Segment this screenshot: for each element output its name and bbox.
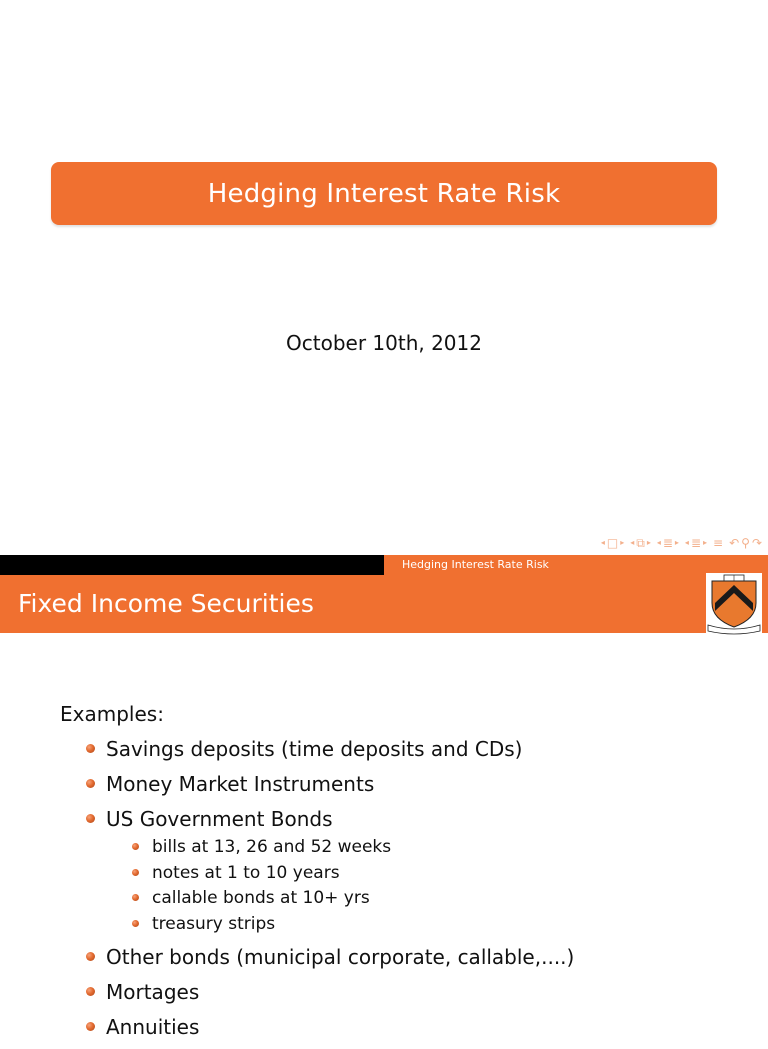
nav-section-group[interactable]	[657, 537, 679, 549]
sub-list-item-text: notes at 1 to 10 years	[152, 862, 340, 883]
nav-section-icon[interactable]: ≣	[662, 536, 673, 550]
nav-subsection-next-icon[interactable]: ▸	[703, 538, 708, 547]
nav-subsection-group[interactable]	[685, 537, 707, 549]
nav-frame-prev-icon[interactable]: ◂	[600, 538, 605, 547]
bullet-icon	[132, 843, 139, 850]
list-item	[84, 944, 744, 970]
headline-short-title: Hedging Interest Rate Risk	[384, 555, 768, 575]
nav-slide-next-icon[interactable]: ▸	[646, 538, 651, 547]
nav-section-next-icon[interactable]: ▸	[674, 538, 679, 547]
presentation-date: October 10th, 2012	[286, 331, 482, 355]
list-item-text: Annuities	[106, 1014, 200, 1039]
list-item	[84, 979, 744, 1005]
headline-strip	[0, 555, 768, 575]
nav-frame-icon[interactable]: □	[606, 536, 619, 550]
bullet-icon	[132, 869, 139, 876]
frame-title-bar	[0, 575, 768, 633]
list-item	[84, 806, 744, 935]
list-item	[84, 771, 744, 797]
list-item-text: Money Market Instruments	[106, 772, 375, 796]
frame-title: Fixed Income Securities	[18, 589, 314, 618]
list-item-text: Savings deposits (time deposits and CDs)	[106, 737, 523, 761]
nav-frame-group[interactable]	[601, 537, 624, 549]
sub-list-item-text: callable bonds at 10+ yrs	[152, 888, 370, 908]
nav-slide-icon[interactable]: ⧉	[636, 536, 645, 550]
bullet-icon	[86, 1022, 95, 1031]
nav-search-icon[interactable]: ⚲	[741, 536, 750, 550]
bullet-icon	[86, 814, 95, 823]
beamer-navigation-bar	[601, 535, 762, 551]
nav-slide-prev-icon[interactable]: ◂	[630, 538, 635, 547]
nav-back-icon[interactable]: ↶	[729, 536, 740, 550]
list-item-text: Mortages	[106, 979, 200, 1004]
nav-slide-group[interactable]	[630, 537, 651, 549]
examples-intro: Examples:	[60, 702, 164, 726]
bullet-icon	[132, 894, 139, 901]
presentation-title: Hedging Interest Rate Risk	[207, 178, 561, 209]
bullet-icon	[86, 987, 95, 996]
nav-section-prev-icon[interactable]: ◂	[656, 538, 661, 547]
bullet-icon	[86, 779, 95, 788]
sub-list-item	[130, 887, 744, 909]
sub-list-item	[130, 913, 744, 935]
sub-list-item	[130, 836, 744, 858]
sub-list-item-text: treasury strips	[152, 913, 276, 934]
bullet-icon	[86, 744, 95, 753]
headline-left	[0, 555, 384, 575]
bullet-icon	[86, 952, 95, 961]
nav-misc-group	[729, 537, 762, 549]
list-item	[84, 736, 744, 762]
princeton-crest-icon	[706, 573, 762, 635]
princeton-crest-logo	[706, 573, 762, 635]
nav-align-icon[interactable]: ≡	[713, 536, 724, 550]
sub-list	[106, 836, 744, 935]
nav-subsection-prev-icon[interactable]: ◂	[684, 538, 689, 547]
nav-frame-next-icon[interactable]: ▸	[620, 538, 625, 547]
sub-list-item	[130, 862, 744, 884]
title-banner	[51, 162, 717, 225]
examples-list	[84, 736, 744, 1049]
nav-subsection-icon[interactable]: ≣	[690, 536, 701, 550]
content-slide	[0, 555, 768, 1039]
sub-list-item-text: bills at 13, 26 and 52 weeks	[152, 837, 392, 857]
list-item-text: US Government Bonds	[106, 807, 333, 831]
list-item-text: Other bonds (municipal corporate, callable,....)	[106, 944, 575, 969]
bullet-icon	[132, 920, 139, 927]
list-item	[84, 1014, 744, 1040]
nav-forward-icon[interactable]: ↷	[751, 536, 762, 550]
